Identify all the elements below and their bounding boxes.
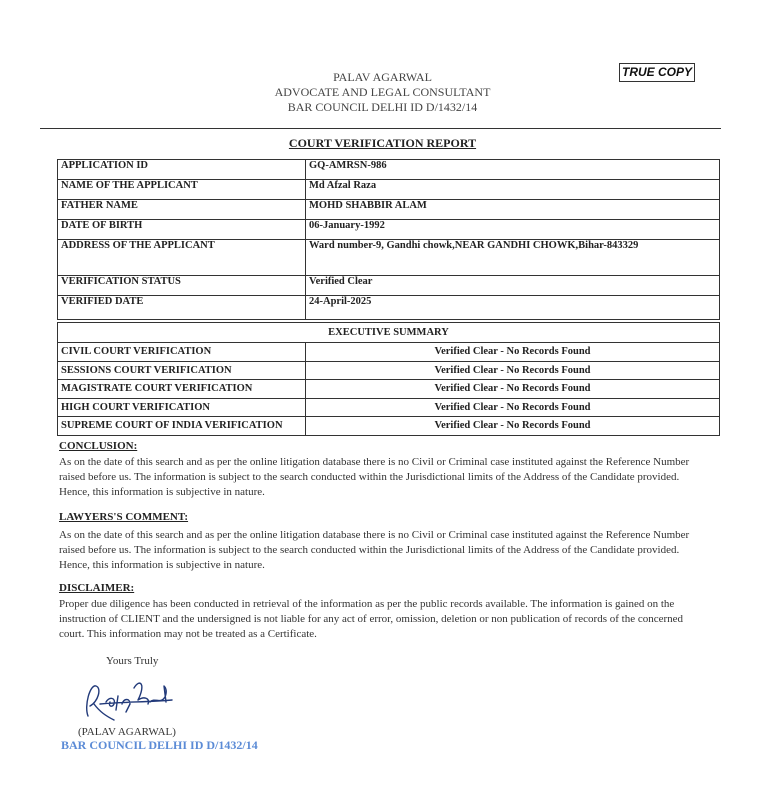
report-title: COURT VERIFICATION REPORT xyxy=(288,136,477,150)
verification-status-value: Verified Clear xyxy=(306,276,720,296)
table-row xyxy=(58,200,720,220)
applicant-name-label: NAME OF THE APPLICANT xyxy=(58,180,306,200)
address-value: Ward number-9, Gandhi chowk,NEAR GANDHI CHOWK,Bihar-843329 xyxy=(306,240,720,276)
lawyers-comment-text: As on the date of this search and as per the online litigation database there is no Civil or Criminal case instituted against the Reference Number raised before us. The information is subject to the search conducted within the Jurisdictional limits of the Address of the Candidate provided. Hence, this information is subjective in nature. xyxy=(59,529,690,571)
verified-date-value: 24-April-2025 xyxy=(306,296,720,320)
letterhead-bar-id: BAR COUNCIL DELHI ID D/1432/14 xyxy=(287,100,478,114)
summary-row-value: Verified Clear - No Records Found xyxy=(306,343,720,362)
conclusion-text: As on the date of this search and as per the online litigation database there is no Civil or Criminal case instituted against the Reference Number raised before us. The information is subject to the search conducted within the Jurisdictional limits of the Address of the Candidate provided. Hence, this information is subjective in nature. xyxy=(59,456,690,498)
table-row xyxy=(58,180,720,200)
table-row xyxy=(58,398,720,417)
summary-row-value: Verified Clear - No Records Found xyxy=(306,398,720,417)
table-row xyxy=(58,160,720,180)
table-row xyxy=(58,220,720,240)
disclaimer-heading: DISCLAIMER: xyxy=(59,582,135,594)
summary-row-label: SUPREME COURT OF INDIA VERIFICATION xyxy=(58,417,306,436)
date-of-birth-label: DATE OF BIRTH xyxy=(58,220,306,240)
conclusion-heading: CONCLUSION: xyxy=(59,440,138,452)
application-id-value: GQ-AMRSN-986 xyxy=(306,160,720,180)
table-row xyxy=(58,417,720,436)
verification-status-label: VERIFICATION STATUS xyxy=(58,276,306,296)
verified-date-label: VERIFIED DATE xyxy=(58,296,306,320)
executive-summary-table xyxy=(57,322,720,436)
summary-row-label: SESSIONS COURT VERIFICATION xyxy=(58,361,306,380)
table-row xyxy=(58,361,720,380)
table-row xyxy=(58,276,720,296)
footer-bar-council-id: BAR COUNCIL DELHI ID D/1432/14 xyxy=(61,738,258,752)
closing-salutation: Yours Truly xyxy=(106,655,159,667)
summary-row-value: Verified Clear - No Records Found xyxy=(306,361,720,380)
summary-row-value: Verified Clear - No Records Found xyxy=(306,380,720,399)
summary-row-value: Verified Clear - No Records Found xyxy=(306,417,720,436)
table-row xyxy=(58,296,720,320)
table-row xyxy=(58,240,720,276)
lawyers-comment-heading: LAWYERS'S COMMENT: xyxy=(59,511,189,523)
executive-summary-heading: EXECUTIVE SUMMARY xyxy=(58,323,720,343)
summary-row-label: HIGH COURT VERIFICATION xyxy=(58,398,306,417)
applicant-details-table xyxy=(57,159,720,320)
father-name-value: MOHD SHABBIR ALAM xyxy=(306,200,720,220)
address-label: ADDRESS OF THE APPLICANT xyxy=(58,240,306,276)
applicant-name-value: Md Afzal Raza xyxy=(306,180,720,200)
application-id-label: APPLICATION ID xyxy=(58,160,306,180)
signatory-name: (PALAV AGARWAL) xyxy=(78,726,176,738)
summary-row-label: CIVIL COURT VERIFICATION xyxy=(58,343,306,362)
table-row xyxy=(58,343,720,362)
table-row xyxy=(58,380,720,399)
true-copy-stamp: TRUE COPY xyxy=(619,63,695,82)
father-name-label: FATHER NAME xyxy=(58,200,306,220)
date-of-birth-value: 06-January-1992 xyxy=(306,220,720,240)
disclaimer-text: Proper due diligence has been conducted in retrieval of the information as per the public records available. The information is gained on the instruction of CLIENT and the undersigned is not liable for any act of error, omission, deletion or non publication of records of the concerned court. This information may not be treated as a Certificate. xyxy=(59,598,684,640)
letterhead-name: PALAV AGARWAL xyxy=(333,70,432,84)
header-divider xyxy=(40,128,721,129)
summary-row-label: MAGISTRATE COURT VERIFICATION xyxy=(58,380,306,399)
letterhead-title: ADVOCATE AND LEGAL CONSULTANT xyxy=(274,85,491,99)
handwritten-signature xyxy=(80,676,180,724)
